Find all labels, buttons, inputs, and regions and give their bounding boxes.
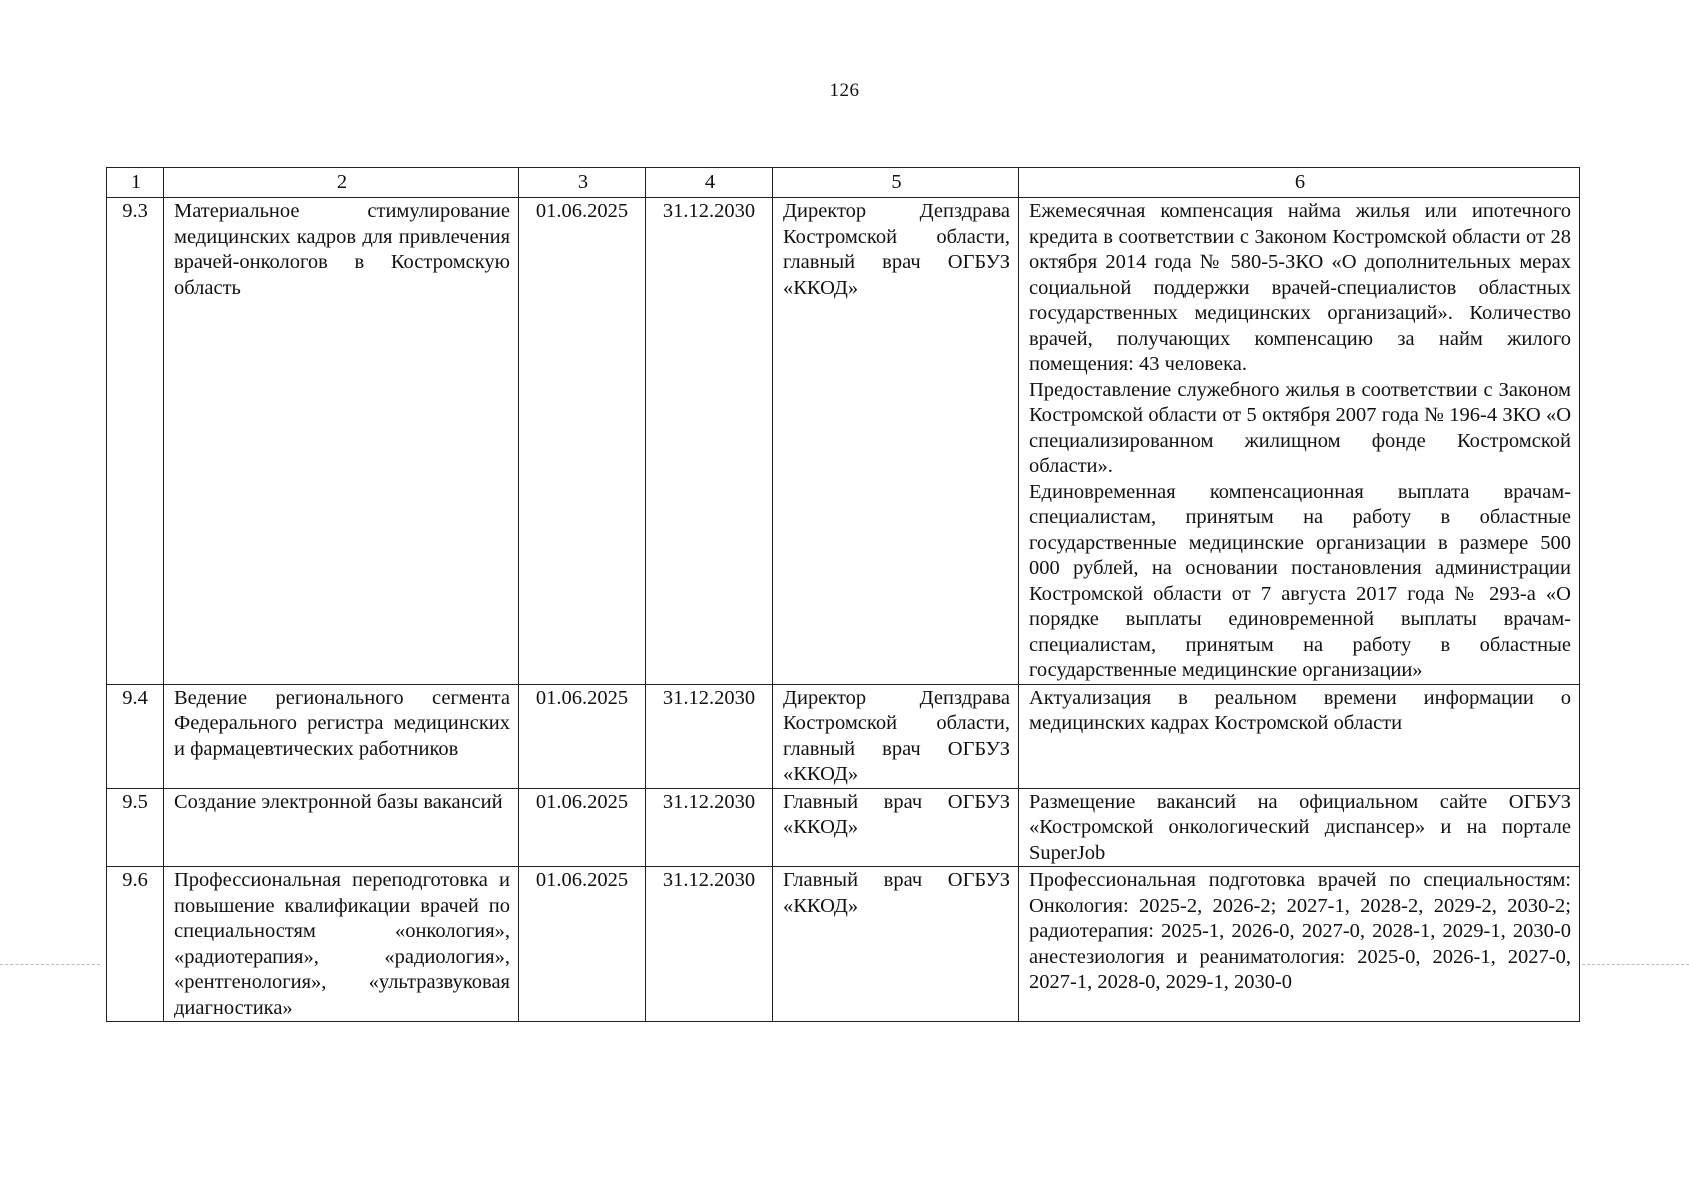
plan-table xyxy=(106,167,1580,1022)
row-number: 9.3 xyxy=(107,198,164,685)
header-col-4: 4 xyxy=(646,168,773,198)
scan-artifact-line-right xyxy=(1582,964,1689,965)
header-col-5: 5 xyxy=(773,168,1019,198)
table-row xyxy=(107,684,1580,788)
end-date-cell: 31.12.2030 xyxy=(646,198,773,685)
end-date-cell: 31.12.2030 xyxy=(646,788,773,867)
result-paragraph: Размещение вакансий на официальном сайте ОГБУЗ «Костромской онкологический диспансер» и на портале SuperJob xyxy=(1029,790,1571,864)
responsible-cell: Главный врач ОГБУЗ «ККОД» xyxy=(773,788,1019,867)
result-paragraph: Единовременная компенсационная выплата врачам-специалистам, принятым на работу в областные государственные медицинские организации в размере 500 000 рублей, на основании постановления администрации Костромской области от 7 августа 2017 года № 293-а «О порядке выплаты единовременной выплаты врачам-специалистам, принятым на работу в областные государственные медицинские организации» xyxy=(1029,480,1571,681)
row-number: 9.5 xyxy=(107,788,164,867)
header-col-3: 3 xyxy=(519,168,646,198)
table-row xyxy=(107,788,1580,867)
start-date-cell: 01.06.2025 xyxy=(519,867,646,1022)
header-col-1: 1 xyxy=(107,168,164,198)
end-date-cell: 31.12.2030 xyxy=(646,684,773,788)
start-date-cell: 01.06.2025 xyxy=(519,684,646,788)
table-header xyxy=(107,168,1580,198)
row-number: 9.6 xyxy=(107,867,164,1022)
result-paragraph: Предоставление служебного жилья в соответствии с Законом Костромской области от 5 октября 2007 года № 196-4 ЗКО «О специализированном жилищном фонде Костромской области». xyxy=(1029,378,1571,477)
end-date-cell: 31.12.2030 xyxy=(646,867,773,1022)
activity-cell: Создание электронной базы вакансий xyxy=(164,788,519,867)
responsible-cell: Директор Депздрава Костромской области, главный врач ОГБУЗ «ККОД» xyxy=(773,684,1019,788)
scan-artifact-line-left xyxy=(0,964,100,965)
header-col-2: 2 xyxy=(164,168,519,198)
responsible-cell: Директор Депздрава Костромской области, главный врач ОГБУЗ «ККОД» xyxy=(773,198,1019,685)
result-paragraph: Актуализация в реальном времени информации о медицинских кадрах Костромской области xyxy=(1029,686,1571,734)
row-number: 9.4 xyxy=(107,684,164,788)
header-col-6: 6 xyxy=(1019,168,1580,198)
activity-cell: Материальное стимулирование медицинских кадров для привлечения врачей-онкологов в Костромскую область xyxy=(164,198,519,685)
start-date-cell: 01.06.2025 xyxy=(519,198,646,685)
result-cell xyxy=(1019,867,1580,1022)
activity-cell: Ведение регионального сегмента Федерального регистра медицинских и фармацевтических работников xyxy=(164,684,519,788)
table-row xyxy=(107,198,1580,685)
result-paragraph: Ежемесячная компенсация найма жилья или ипотечного кредита в соответствии с Законом Костромской области от 28 октября 2014 года № 580-5-ЗКО «О дополнительных мерах социальной поддержки врачей-специалистов областных государственных медицинских организаций». Количество врачей, получающих компенсацию за найм жилого помещения: 43 человека. xyxy=(1029,200,1571,375)
responsible-cell: Главный врач ОГБУЗ «ККОД» xyxy=(773,867,1019,1022)
table-row xyxy=(107,867,1580,1022)
start-date-cell: 01.06.2025 xyxy=(519,788,646,867)
result-paragraph: Профессиональная подготовка врачей по специальностям: Онкология: 2025-2, 2026-2; 2027-1, 2028-2, 2029-2, 2030-2; радиотерапия: 2025-1, 2026-0, 2027-0, 2028-1, 2029-1, 2030-0 анестезиология и реаниматология: 2025-0, 2026-1, 2027-0, 2027-1, 2028-0, 2029-1, 2030-0 xyxy=(1029,869,1571,993)
activity-cell: Профессиональная переподготовка и повышение квалификации врачей по специальностям «онкология», «радиотерапия», «радиология», «рентгенология», «ультразвуковая диагностика» xyxy=(164,867,519,1022)
result-cell xyxy=(1019,788,1580,867)
result-cell xyxy=(1019,198,1580,685)
page-number: 126 xyxy=(829,80,860,101)
result-cell xyxy=(1019,684,1580,788)
